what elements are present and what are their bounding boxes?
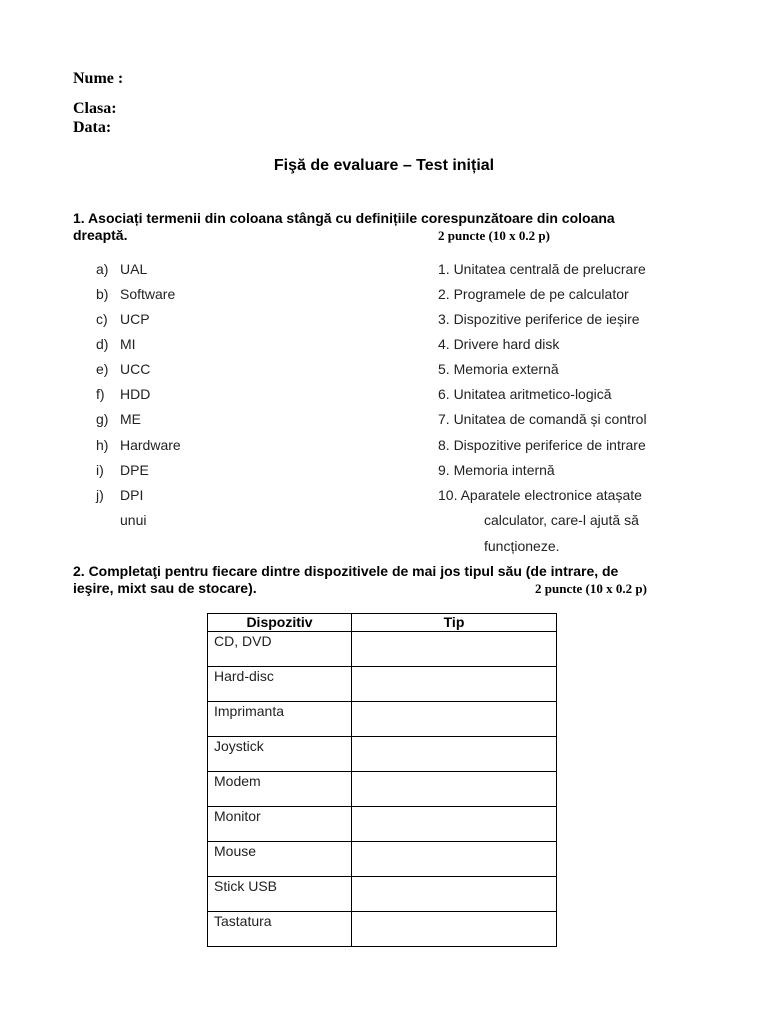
device-cell: Joystick [208,737,352,772]
definition-continuation: calculator, care-l ajută să [484,512,639,528]
device-cell: Tastatura [208,912,352,947]
question-1-line-1: 1. Asociați termenii din coloana stângă cu definițiile corespunzătoare din coloana [73,210,615,226]
type-cell[interactable] [352,842,557,877]
term-item: e) UCC [96,361,151,377]
term-item: h) Hardware [96,437,181,453]
definition-continuation: funcționeze. [484,538,560,554]
type-cell[interactable] [352,807,557,842]
date-label: Data: [73,119,112,136]
definition-item: 1. Unitatea centrală de prelucrare [438,261,646,277]
term-item: f) HDD [96,386,151,402]
type-cell[interactable] [352,912,557,947]
term-item: a) UAL [96,261,148,277]
table-row [208,632,557,667]
question-1-points: 2 puncte (10 x 0.2 p) [438,228,550,243]
question-2-points: 2 puncte (10 x 0.2 p) [535,581,647,596]
question-2-line-2: ieşire, mixt sau de stocare). [73,580,257,596]
page-title: Fişă de evaluare – Test inițial [273,157,495,174]
name-label: Nume : [73,70,124,87]
type-cell[interactable] [352,772,557,807]
table-header-row [208,614,557,632]
table-row [208,877,557,912]
question-2-line-1: 2. Completaţi pentru fiecare dintre dispozitivele de mai jos tipul său (de intrare, de [73,563,619,579]
device-cell: CD, DVD [208,632,352,667]
term-extra: unui [120,512,147,528]
table-row [208,807,557,842]
device-cell: Monitor [208,807,352,842]
device-cell: Imprimanta [208,702,352,737]
definition-item: 6. Unitatea aritmetico-logică [438,386,612,402]
device-table [207,613,557,947]
definition-item: 9. Memoria internă [438,462,555,478]
definition-item: 2. Programele de pe calculator [438,286,629,302]
term-item: b) Software [96,286,176,302]
device-cell: Mouse [208,842,352,877]
type-cell[interactable] [352,877,557,912]
type-cell[interactable] [352,632,557,667]
definition-item: 10. Aparatele electronice atașate [438,487,642,503]
table-row [208,667,557,702]
column-header-type: Tip [352,614,557,632]
term-item: g) ME [96,411,141,427]
type-cell[interactable] [352,737,557,772]
term-item: c) UCP [96,311,150,327]
term-item: i) DPE [96,462,149,478]
table-row [208,772,557,807]
class-label: Clasa: [73,100,117,117]
definition-item: 5. Memoria externă [438,361,559,377]
table-row [208,702,557,737]
definition-item: 4. Drivere hard disk [438,336,560,352]
device-cell: Stick USB [208,877,352,912]
table-row [208,737,557,772]
definition-item: 7. Unitatea de comandă și control [438,411,647,427]
definition-item: 8. Dispozitive periferice de intrare [438,437,646,453]
table-row [208,842,557,877]
question-1-line-2: dreaptă. [73,227,128,243]
column-header-device: Dispozitiv [208,614,352,632]
table-row [208,912,557,947]
definition-item: 3. Dispozitive periferice de ieșire [438,311,640,327]
device-cell: Modem [208,772,352,807]
device-cell: Hard-disc [208,667,352,702]
type-cell[interactable] [352,702,557,737]
term-item: j) DPI [96,487,144,503]
type-cell[interactable] [352,667,557,702]
term-item: d) MI [96,336,136,352]
